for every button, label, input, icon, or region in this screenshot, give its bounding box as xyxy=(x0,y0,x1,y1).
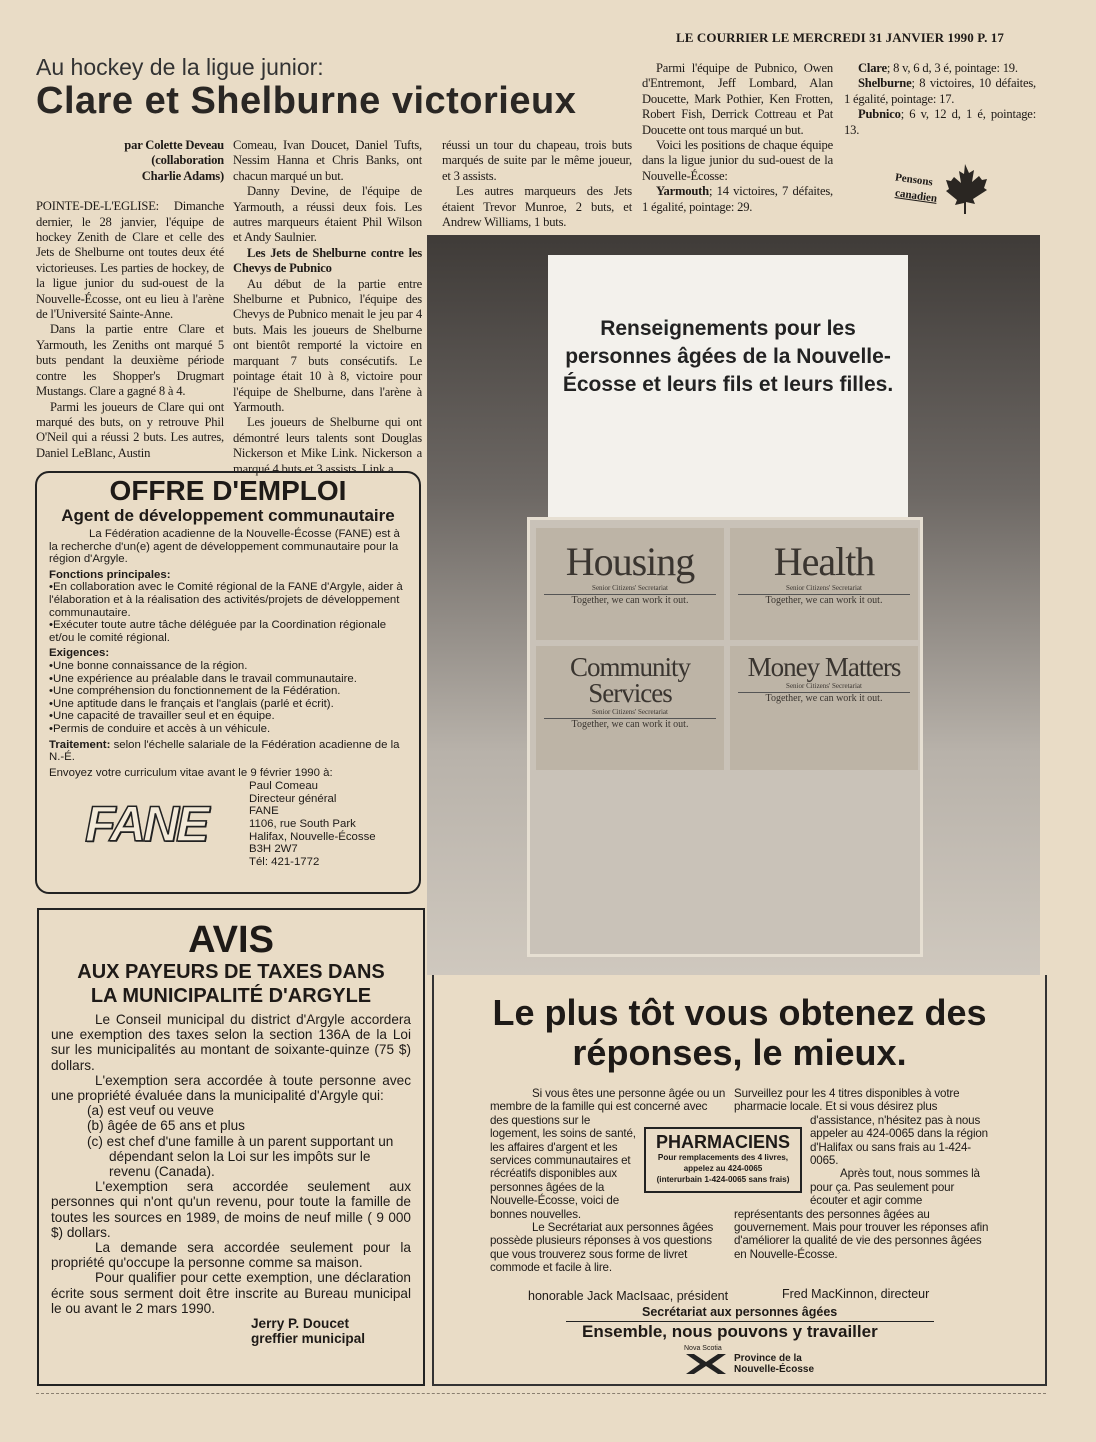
list-item: •Une bonne connaissance de la région. xyxy=(49,659,248,672)
booklet-title: Community Services xyxy=(569,652,690,708)
address-line: FANE xyxy=(249,805,279,818)
article-kicker: Au hockey de la ligue junior: xyxy=(36,54,324,80)
signatory: Jerry P. Doucet xyxy=(251,1316,349,1332)
article-column-4 xyxy=(642,61,833,215)
list-item: •Une aptitude dans le français et l'anglais (parlé et écrit). xyxy=(49,697,334,710)
signatory-title: greffier municipal xyxy=(251,1331,366,1347)
team-record: ; 8 v, 6 d, 3 é, pointage: 19. xyxy=(886,61,1018,75)
pharm-line: Pour remplacements des 4 livres, xyxy=(657,1153,789,1162)
paragraph: Les joueurs de Shelburne qui ont démontré leurs talents sont Douglas Nickerson et Mike Link. Nickerson a marqué 4 buts et 3 assists. Link a xyxy=(233,415,422,476)
salary-text: selon l'échelle salariale de la Fédération acadienne de la N.-É. xyxy=(49,738,400,764)
job-footer xyxy=(49,780,407,868)
masthead: LE COURRIER LE MERCREDI 31 JANVIER 1990 P. 17 xyxy=(676,30,1004,45)
paragraph: Pour qualifier pour cette exemption, une déclaration écrite sous serment doit être inscrite au Bureau municipal le ou avant le 2 mars 1990. xyxy=(51,1270,411,1316)
paragraph: Le Secrétariat aux personnes âgées possède plusieurs réponses à vos questions que vous trouverez sous forme de livret commode et facile à lire. xyxy=(490,1221,714,1275)
paragraph: Danny Devine, de l'équipe de Yarmouth, a réussi deux fois. Les autres marqueurs étaient Phil Wilson et Andy Saulnier. xyxy=(233,184,422,245)
team-name: Clare xyxy=(858,61,887,75)
team-name: Pubnico xyxy=(858,107,901,122)
paragraph: La demande sera accordée seulement pour la propriété qu'occupe la personne comme sa maison. xyxy=(51,1240,411,1271)
list-item: (a) est veuf ou veuve xyxy=(87,1103,214,1119)
list-item: •Exécuter toute autre tâche déléguée par la Coordination régionale et/ou le comité régional. xyxy=(49,619,387,644)
address-line: Tél: 421-1772 xyxy=(249,855,320,868)
list-item: (c) est chef d'une famille à un parent supportant un dépendant selon la Loi sur les impôts sur le revenu (Canada). xyxy=(87,1133,394,1180)
booklet-publisher: Senior Citizens' Secretariat xyxy=(786,584,862,592)
organization-name: Secrétariat aux personnes âgées xyxy=(642,1305,838,1319)
job-title: OFFRE D'EMPLOI xyxy=(109,475,347,506)
team-name: Shelburne xyxy=(858,76,912,91)
paragraph: L'exemption sera accordée seulement aux personnes qui n'ont qu'un revenu, pour toute la famille de toutes les sources en 1989, de moins de neuf mille ( 9 000 $) dollars. xyxy=(51,1179,411,1240)
pensons-canadien-logo xyxy=(893,168,993,218)
team-name: Yarmouth xyxy=(656,184,709,199)
ad-headline: Le plus tôt vous obtenez des réponses, le mieux. xyxy=(492,992,987,1073)
paragraph: réussi un tour du chapeau, trois buts marqués de suite par le même joueur, et 3 assists. xyxy=(442,138,632,183)
article-column-1 xyxy=(36,138,224,461)
list-item: •Une compréhension du fonctionnement de la Fédération. xyxy=(49,685,341,698)
list-item: •Une expérience au préalable dans le travail communautaire. xyxy=(49,672,357,685)
pharm-title: PHARMACIENS xyxy=(655,1132,790,1152)
list-item: •Une capacité de travailler seul et en équipe. xyxy=(49,710,275,723)
booklet-money-matters xyxy=(730,646,918,770)
pharmacists-notice xyxy=(644,1127,802,1193)
standing-row xyxy=(642,184,833,215)
booklet-publisher: Senior Citizens' Secretariat xyxy=(786,682,862,690)
pharm-line: appelez au 424-0065 xyxy=(683,1164,763,1173)
paragraph: Voici les positions de chaque équipe dans la ligue junior du sud-ouest de la Nouvelle-Écosse: xyxy=(642,138,833,183)
paragraph: Dans la partie entre Clare et Yarmouth, les Zeniths ont marqué 5 buts pendant la deuxième période contre les Shopper's Drugmart Mustangs. Clare a gagné 8 à 4. xyxy=(36,322,224,399)
booklet-health xyxy=(730,528,918,640)
paragraph: POINTE-DE-L'EGLISE: Dimanche dernier, le 28 janvier, l'équipe de hockey Zenith de Clare et celle des Jets de Shelburne ont toutes deux été victorieuses. Les parties de hockey, de la ligue junior du sud-ouest de la Nouvelle-Écosse, ont eu lieu à l'arène de l'Université Sainte-Anne. xyxy=(36,199,224,322)
booklet-title: Health xyxy=(773,539,875,584)
salary xyxy=(49,739,407,764)
paragraph: Parmi l'équipe de Pubnico, Owen d'Entremont, Jeff Lombard, Alan Doucette, Mark Pothier, Ken Frotten, Robert Fish, Derrick Cottreau et Pat Doucette ont tous marqué un but. xyxy=(642,61,833,137)
booklet-title: Housing xyxy=(565,539,695,584)
booklet-motto: Together, we can work it out. xyxy=(738,594,910,606)
team-record: ; 8 victoires, 10 défaites, 1 égalité, pointage: 17. xyxy=(844,76,1036,106)
paragraph: Comeau, Ivan Doucet, Daniel Tufts, Nessim Hanna et Chris Banks, ont chacun marqué un but. xyxy=(233,138,422,183)
notice-subtitle: LA MUNICIPALITÉ D'ARGYLE xyxy=(90,985,372,1007)
nova-scotia-label: Nova Scotia xyxy=(684,1345,722,1352)
signatory-president: honorable Jack MacIsaac, président xyxy=(528,1289,729,1303)
section-label: Traitement: xyxy=(49,738,111,751)
nova-scotia-flag-icon xyxy=(686,1354,726,1374)
address-line: B3H 2W7 xyxy=(249,843,298,856)
job-offer-ad xyxy=(35,471,421,894)
notice-subtitle: AUX PAYEURS DE TAXES DANS xyxy=(77,961,385,983)
article-column-5 xyxy=(844,61,1036,138)
mailing-address xyxy=(249,780,376,868)
seniors-ad xyxy=(432,975,1047,1386)
booklet-motto: Together, we can work it out. xyxy=(544,718,716,730)
list-item: •En collaboration avec le Comité régional de la FANE d'Argyle, aider à l'élaboration et à la réalisation des activités/projets de développement communautaire. xyxy=(49,581,403,619)
standing-row xyxy=(844,107,1036,138)
booklet-community-services xyxy=(536,646,724,770)
standing-row xyxy=(844,76,1036,107)
article-headline: Clare et Shelburne victorieux xyxy=(36,80,577,122)
paragraph: Les autres marqueurs des Jets étaient Trevor Munroe, 2 buts, et Andrew Williams, 1 buts. xyxy=(442,184,632,230)
page-bottom-rule xyxy=(36,1393,1046,1394)
booklet-title: Money Matters xyxy=(747,652,901,682)
booklet-publisher: Senior Citizens' Secretariat xyxy=(592,584,668,592)
address-line: Halifax, Nouvelle-Écosse xyxy=(249,830,376,843)
article-subhead: Les Jets de Shelburne contre les Chevys de Pubnico xyxy=(233,245,422,276)
article-column-2 xyxy=(233,138,422,477)
booklet-housing xyxy=(536,528,724,640)
paragraph: Au début de la partie entre Shelburne et Pubnico, l'équipe des Chevys de Pubnico menait le jeu par 4 buts. Mais les joueurs de Shelburne ont bientôt remporté la victoire en marquant 7 buts consécutifs. Le pointage était 10 à 8, victoire pour l'équipe de Shelburne, dans l'arène à Yarmouth. xyxy=(233,276,422,414)
standing-row xyxy=(844,61,1036,76)
logo-text: canadien xyxy=(894,187,938,205)
booklet-motto: Together, we can work it out. xyxy=(738,692,910,704)
province-logo-text xyxy=(734,1353,814,1375)
team-record: ; 6 v, 12 d, 1 é, pointage: 13. xyxy=(844,107,1036,137)
byline-collab-name: Charlie Adams) xyxy=(141,168,224,183)
team-record: ; 14 victoires, 7 défaites, 1 égalité, pointage: 29. xyxy=(642,184,833,214)
maple-leaf-icon xyxy=(943,164,987,214)
byline xyxy=(36,138,224,184)
address-line: Paul Comeau xyxy=(249,780,319,793)
province-line: Nouvelle-Écosse xyxy=(734,1364,815,1375)
paragraph: Surveillez pour les 4 titres disponibles à votre pharmacie locale. Et si vous désirez plus d'assistance, n'hésitez pas à nous appeler au 424-0065 dans la région d'Halifax ou sans frais au 1-424-0065. xyxy=(734,1087,988,1168)
job-subtitle: Agent de développement communautaire xyxy=(61,506,395,525)
paragraph: Le Conseil municipal du district d'Argyle accordera une exemption des taxes selon la section 136A de la Loi sur les municipalités au montant de soixante-quinze (75 $) dollars. xyxy=(51,1012,411,1073)
booklet-publisher: Senior Citizens' Secretariat xyxy=(592,708,668,716)
logo-text: Pensons xyxy=(894,171,934,189)
byline-author: par Colette Deveau xyxy=(124,138,224,152)
section-label: Exigences: xyxy=(49,647,110,660)
pharm-line: (interurbain 1-424-0065 sans frais) xyxy=(656,1175,790,1184)
paragraph: Après tout, nous sommes là pour ça. Pas seulement pour écouter et agir comme représentants des personnes âgées au gouvernement. Mais pour trouver les réponses afin d'améliorer la qualité de vie des personnes âgées en Nouvelle-Écosse. xyxy=(734,1167,989,1261)
fane-logo: FANE xyxy=(85,796,207,853)
address-line: 1106, rue South Park xyxy=(249,818,356,831)
paragraph: Parmi les joueurs de Clare qui ont marqué des buts, on y retrouve Phil O'Neil qui a réussi 2 buts. Les autres, Daniel LeBlanc, Austin xyxy=(36,399,224,460)
notice-title: AVIS xyxy=(188,919,274,961)
photo-sign: Renseignements pour les personnes âgées de la Nouvelle-Écosse et leurs fils et leurs filles. xyxy=(548,255,908,525)
list-item: •Permis de conduire et accès à un véhicule. xyxy=(49,722,271,735)
brochure-rack xyxy=(527,517,923,957)
section-label: Fonctions principales: xyxy=(49,568,171,581)
tax-notice xyxy=(37,908,425,1386)
paragraph: Si vous êtes une personne âgée ou un membre de la famille qui est concerné avec des questions sur le logement, les soins de santé, les affaires d'argent et les services communautaires et récréatifs disponibles aux personnes âgées de la Nouvelle-Écosse, voici de bonnes nouvelles. xyxy=(490,1087,726,1221)
article-column-3 xyxy=(442,138,632,230)
send-instructions: Envoyez votre curriculum vitae avant le 9 février 1990 à: xyxy=(49,766,333,779)
signatory-director: Fred MacKinnon, directeur xyxy=(782,1287,930,1301)
ad-photo xyxy=(427,235,1040,975)
address-line: Directeur général xyxy=(249,792,337,805)
job-intro: La Fédération acadienne de la Nouvelle-Écosse (FANE) est à la recherche d'un(e) agent de développement communautaire pour la région d'Argyle. xyxy=(49,528,400,566)
byline-collab: (collaboration xyxy=(151,153,224,168)
paragraph: L'exemption sera accordée à toute personne avec une propriété évaluée dans la municipalité d'Argyle qui: xyxy=(51,1072,411,1104)
province-line: Province de la xyxy=(734,1353,802,1364)
booklet-motto: Together, we can work it out. xyxy=(544,594,716,606)
slogan: Ensemble, nous pouvons y travailler xyxy=(582,1322,878,1341)
list-item: (b) âgée de 65 ans et plus xyxy=(87,1118,245,1134)
